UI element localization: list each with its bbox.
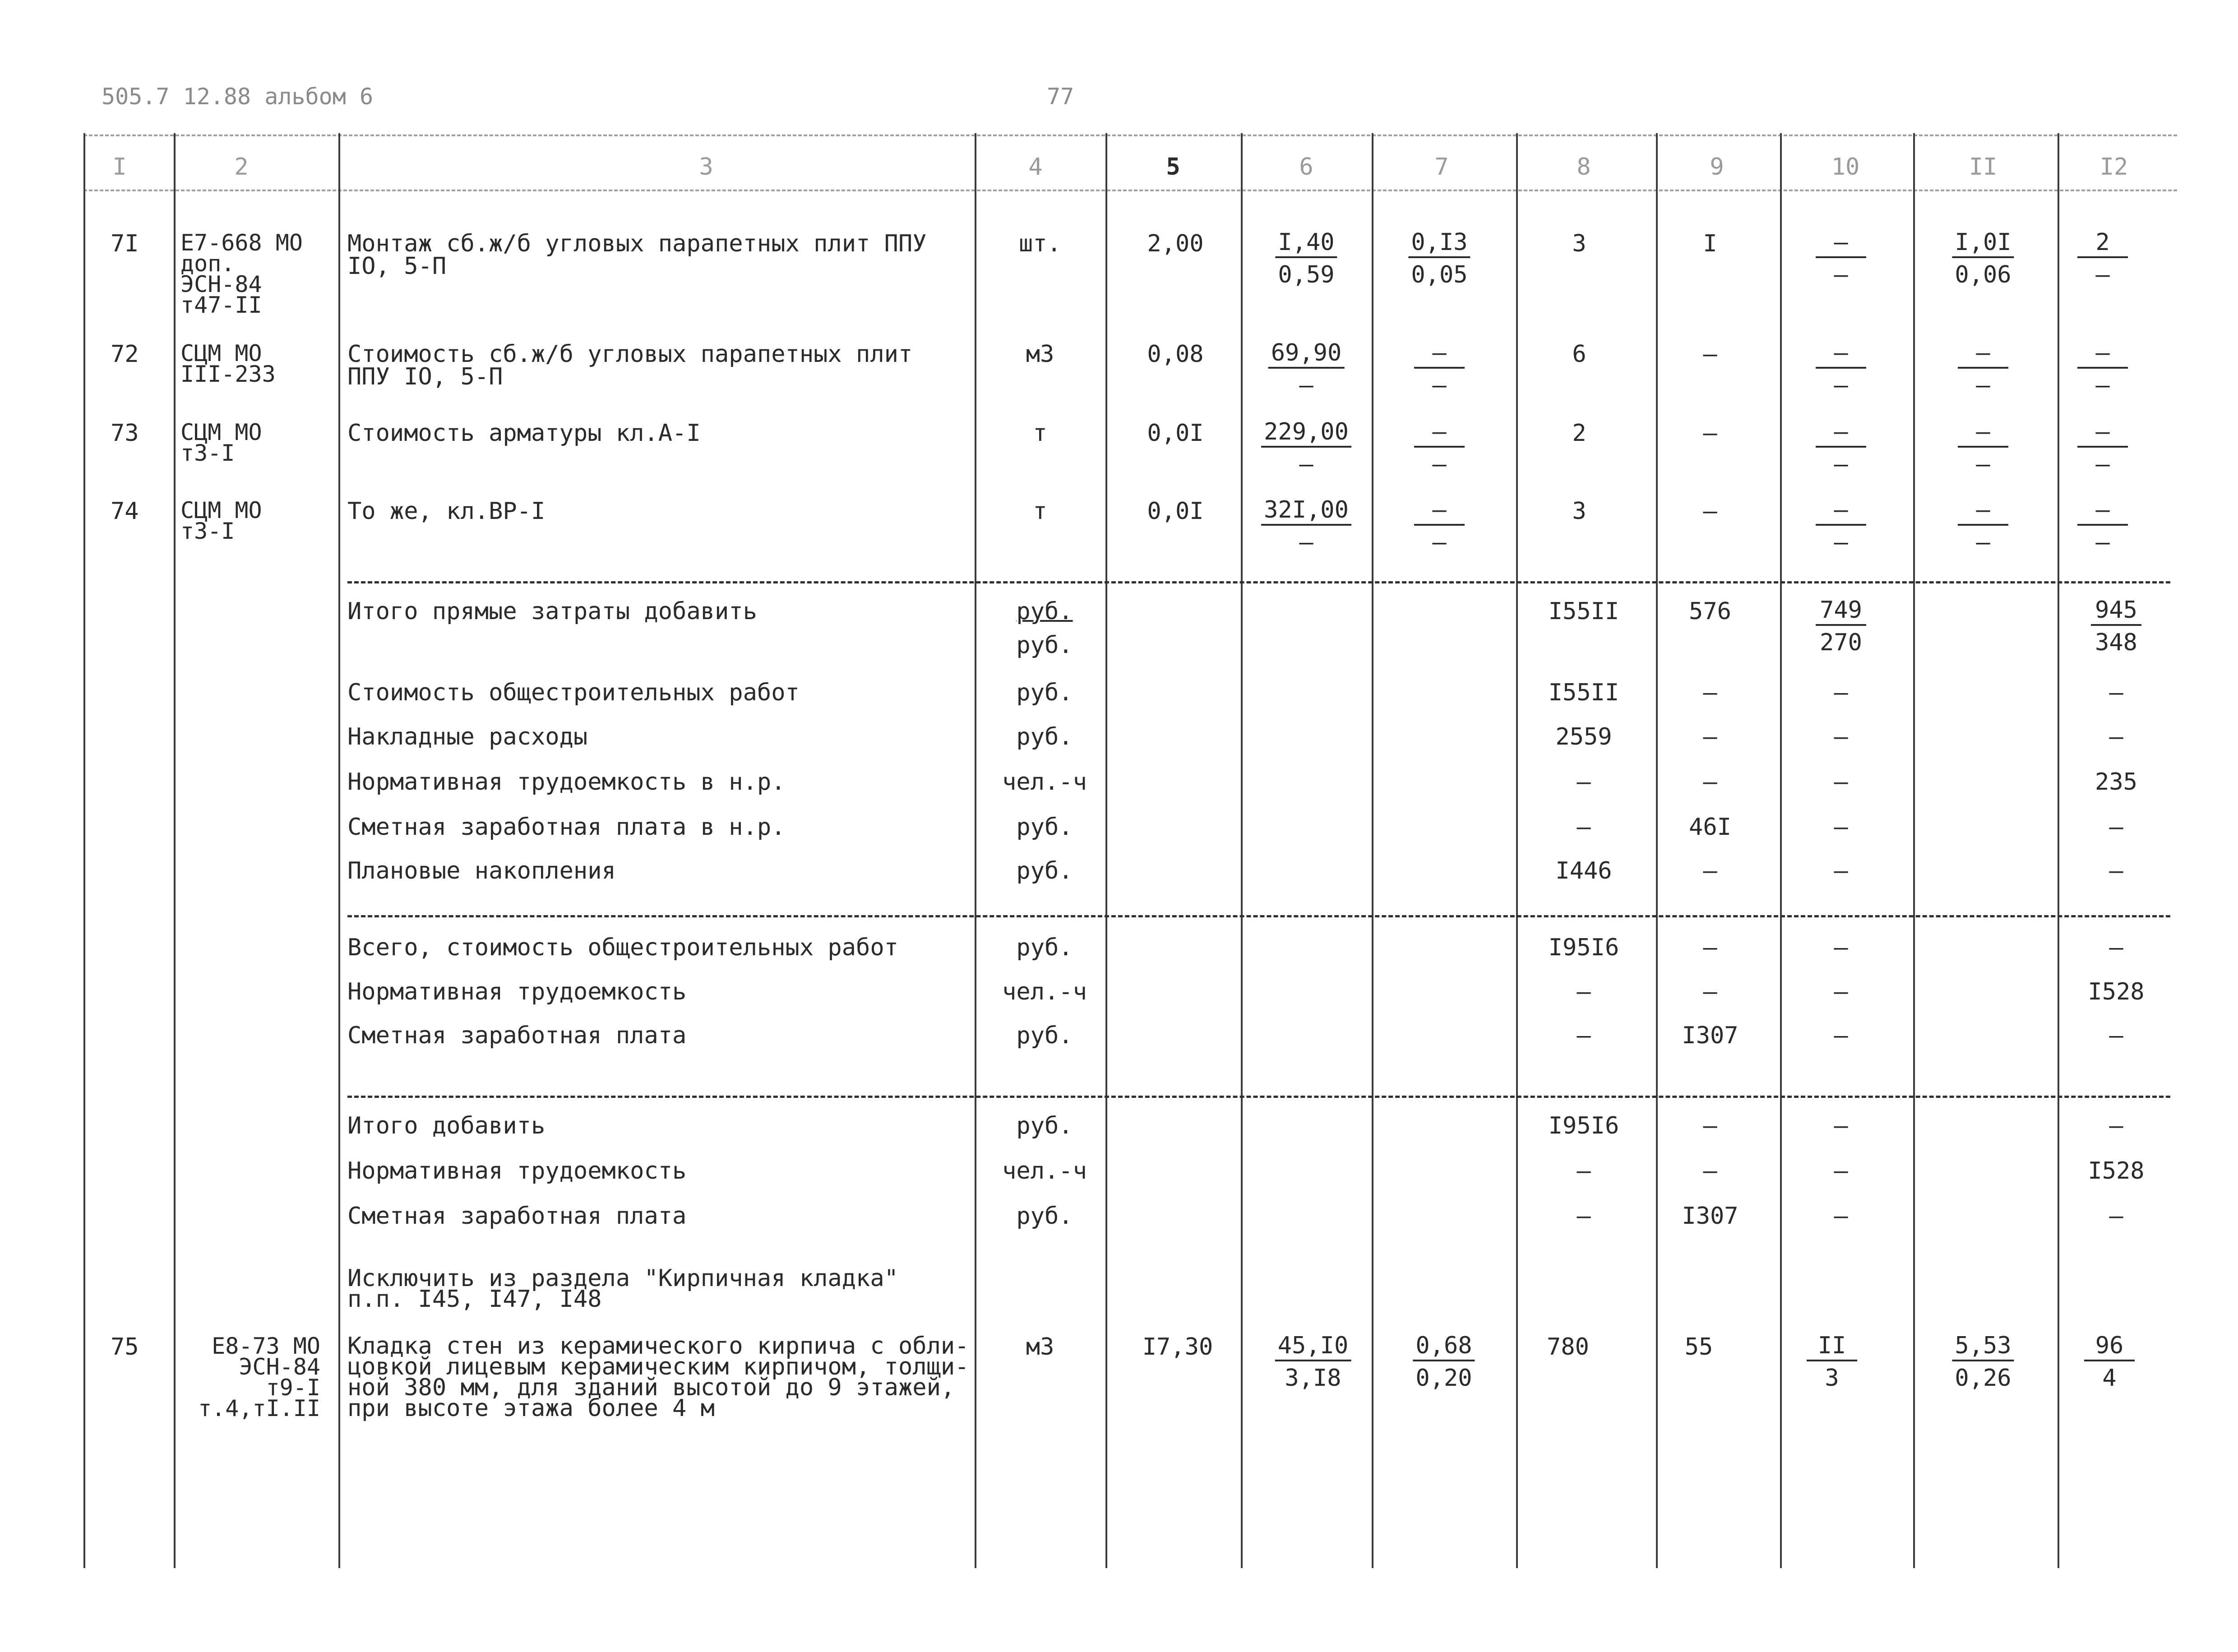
col9-value: 55 xyxy=(1684,1333,1713,1360)
quantity: 2,00 xyxy=(1147,230,1204,257)
col7-value: – – xyxy=(1414,419,1465,477)
page-number: 77 xyxy=(1047,83,1074,110)
col-header-10: 10 xyxy=(1831,153,1860,180)
unit: руб. xyxy=(1016,814,1073,841)
unit: руб. xyxy=(1016,857,1073,884)
col12-value: – xyxy=(2109,814,2123,841)
col9-value: I307 xyxy=(1682,1022,1739,1049)
summary-label: Нормативная трудоемкость в н.р. xyxy=(347,768,786,796)
col-sep-8 xyxy=(1516,133,1518,1568)
norm-code: Е7-668 МО доп. ЭСН-84 т47-II xyxy=(180,230,303,318)
quantity: 0,0I xyxy=(1147,498,1204,525)
col9-value: 576 xyxy=(1689,598,1731,625)
col-header-7: 7 xyxy=(1434,153,1449,180)
col8-value: 2559 xyxy=(1555,723,1612,750)
summary-label: Всего, стоимость общестроительных работ xyxy=(347,934,898,961)
col12-value: I528 xyxy=(2088,1157,2145,1185)
col10-value: – – xyxy=(1816,419,1866,477)
col-header-9: 9 xyxy=(1710,153,1724,180)
unit: руб. xyxy=(1016,1022,1073,1049)
quantity: 0,08 xyxy=(1147,341,1204,368)
col12-value: – xyxy=(2109,1022,2123,1049)
col12-value: – – xyxy=(2077,419,2128,477)
work-description: Монтаж сб.ж/б угловых парапетных плит ППУ IO, 5-П xyxy=(347,230,927,280)
col10-value: – xyxy=(1834,857,1848,884)
col9-value: – xyxy=(1703,768,1717,796)
col11-value: – – xyxy=(1958,419,2008,477)
col10-value: $\frac{II}{3}$ xyxy=(1807,1333,1857,1391)
col-sep-10 xyxy=(1780,133,1782,1568)
col-header-8: 8 xyxy=(1577,153,1591,180)
norm-code: СЦМ МО т3-I xyxy=(180,419,262,466)
col8-value: 3 xyxy=(1572,230,1586,257)
col9-value: I xyxy=(1703,230,1717,257)
col11-value: $\frac{5,53}{0,26}$ xyxy=(1952,1333,2014,1391)
col-header-12: I2 xyxy=(2099,153,2128,180)
col10-value: – xyxy=(1834,1022,1848,1049)
norm-code: СЦМ МО III-233 xyxy=(180,340,276,387)
quantity: I7,30 xyxy=(1142,1333,1213,1360)
col8-value: I95I6 xyxy=(1548,1112,1619,1139)
col8-value: 780 xyxy=(1547,1333,1589,1360)
summary-label: Накладные расходы xyxy=(347,723,588,750)
col12-value: 2 – xyxy=(2077,229,2128,288)
col6-value: 32I,00 – xyxy=(1261,497,1351,555)
col-sep-3 xyxy=(338,133,340,1568)
norm-code: СЦМ МО т3-I xyxy=(180,497,262,544)
divider-2 xyxy=(347,915,2170,917)
col11-value: $\frac{I,0I}{0,06}$ xyxy=(1952,229,2014,288)
col6-value: $\frac{45,I0}{3,I8}$ xyxy=(1275,1333,1351,1391)
norm-code: Е8-73 МО ЭСН-84 т9-I т.4,тI.II xyxy=(198,1333,320,1421)
divider-3 xyxy=(347,1096,2170,1098)
col8-value: I95I6 xyxy=(1548,934,1619,961)
col-sep-5 xyxy=(1105,133,1107,1568)
col9-value: – xyxy=(1703,723,1717,750)
unit: руб. xyxy=(1016,723,1073,750)
summary-label: Сметная заработная плата xyxy=(347,1203,687,1230)
col-sep-4 xyxy=(975,133,976,1568)
unit: т xyxy=(1033,420,1047,447)
summary-label: Итого добавить xyxy=(347,1112,546,1139)
col12-value: I528 xyxy=(2088,978,2145,1005)
col-header-2: 2 xyxy=(234,153,249,180)
row-number: 73 xyxy=(111,420,139,447)
col7-value: $\frac{0,68}{0,20}$ xyxy=(1413,1333,1475,1391)
summary-label: Плановые накопления xyxy=(347,857,616,884)
col8-value: – xyxy=(1577,1157,1591,1185)
col10-value: – xyxy=(1834,814,1848,841)
unit: чел.-ч xyxy=(1002,1157,1087,1185)
unit: т xyxy=(1033,498,1047,525)
unit: м3 xyxy=(1026,1333,1054,1360)
col9-value: – xyxy=(1703,1112,1717,1139)
col-sep-12 xyxy=(2058,133,2059,1568)
unit: руб. xyxy=(1016,632,1073,659)
col6-value: $\frac{I,40}{0,59}$ xyxy=(1275,229,1337,288)
col10-value: – xyxy=(1834,1112,1848,1139)
summary-label: Нормативная трудоемкость xyxy=(347,978,687,1005)
col12-value: – xyxy=(2109,857,2123,884)
col12-value: – – xyxy=(2077,497,2128,555)
summary-label: Стоимость общестроительных работ xyxy=(347,679,800,706)
document-reference: 505.7 12.88 альбом 6 xyxy=(102,83,374,110)
unit: руб. xyxy=(1016,1203,1073,1230)
col7-value: – – xyxy=(1414,340,1465,398)
col-sep-2 xyxy=(174,133,176,1568)
col10-value: – xyxy=(1834,679,1848,706)
col9-value: – xyxy=(1703,498,1717,525)
unit: руб. xyxy=(1016,934,1073,961)
col10-value: – xyxy=(1834,1203,1848,1230)
col6-value: 69,90 – xyxy=(1268,340,1345,398)
col12-value: – xyxy=(2109,1112,2123,1139)
unit: чел.-ч xyxy=(1002,768,1087,796)
col-header-3: 3 xyxy=(699,153,713,180)
top-border xyxy=(83,134,2177,136)
unit: чел.-ч xyxy=(1002,978,1087,1005)
col12-value: – xyxy=(2109,934,2123,961)
col10-value: – xyxy=(1834,768,1848,796)
col9-value: – xyxy=(1703,420,1717,447)
col11-value: – – xyxy=(1958,497,2008,555)
unit: руб. xyxy=(1016,1112,1073,1139)
col9-value: – xyxy=(1703,934,1717,961)
unit: руб. xyxy=(1016,679,1073,706)
row-number: 72 xyxy=(111,341,139,368)
col8-value: – xyxy=(1577,978,1591,1005)
col-header-11: II xyxy=(1969,153,1998,180)
work-description: То же, кл.ВР-I xyxy=(347,498,546,525)
col10-value: – xyxy=(1834,978,1848,1005)
col8-value: I55II xyxy=(1548,598,1619,625)
col7-value: $\frac{0,I3}{0,05}$ xyxy=(1408,229,1470,288)
col10-value: – xyxy=(1834,934,1848,961)
col-sep-1 xyxy=(83,133,85,1568)
col8-value: I55II xyxy=(1548,679,1619,706)
unit: м3 xyxy=(1026,341,1054,368)
col8-value: I446 xyxy=(1555,857,1612,884)
col-header-1: I xyxy=(112,153,127,180)
col9-value: – xyxy=(1703,857,1717,884)
exclusion-note: Исключить из раздела "Кирпичная кладка" п.п. I45, I47, I48 xyxy=(347,1265,898,1313)
work-description: Стоимость арматуры кл.А-I xyxy=(347,420,701,447)
col10-value: – – xyxy=(1816,340,1866,398)
col9-value: – xyxy=(1703,341,1717,368)
row-number: 74 xyxy=(111,498,139,525)
col12-value: – – xyxy=(2077,340,2128,398)
header-bottom-border xyxy=(83,190,2177,191)
row-number: 75 xyxy=(111,1333,139,1360)
col-sep-7 xyxy=(1372,133,1373,1568)
col-header-4: 4 xyxy=(1028,153,1043,180)
col12-value: $\frac{945}{348}$ xyxy=(2091,597,2141,656)
work-description: Кладка стен из керамического кирпича с обли- цовкой лицевым керамическим кирпичом, толщи- ной 380 мм, для зданий высотой до 9 этажей, при высоте этажа более 4 м xyxy=(347,1333,969,1422)
row-number: 7I xyxy=(111,230,139,257)
divider-1 xyxy=(347,581,2170,583)
col12-value: 235 xyxy=(2095,768,2137,796)
col8-value: 6 xyxy=(1572,341,1586,368)
col-header-6: 6 xyxy=(1299,153,1313,180)
col12-value: – xyxy=(2109,679,2123,706)
quantity: 0,0I xyxy=(1147,420,1204,447)
col9-value: – xyxy=(1703,978,1717,1005)
col-sep-11 xyxy=(1913,133,1915,1568)
col-sep-9 xyxy=(1656,133,1658,1568)
unit: шт. xyxy=(1019,230,1061,257)
col12-value: – xyxy=(2109,723,2123,750)
col9-value: I307 xyxy=(1682,1203,1739,1230)
col10-value: – – xyxy=(1816,497,1866,555)
col9-value: – xyxy=(1703,679,1717,706)
col8-value: – xyxy=(1577,814,1591,841)
col10-value: – – xyxy=(1816,229,1866,288)
col8-value: – xyxy=(1577,1203,1591,1230)
col9-value: – xyxy=(1703,1157,1717,1185)
unit: руб. xyxy=(1016,598,1073,625)
col8-value: 3 xyxy=(1572,498,1586,525)
col7-value: – – xyxy=(1414,497,1465,555)
col12-value: – xyxy=(2109,1203,2123,1230)
work-description: Стоимость сб.ж/б угловых парапетных плит ППУ IO, 5-П xyxy=(347,341,913,390)
col-header-5: 5 xyxy=(1166,153,1180,180)
col8-value: – xyxy=(1577,1022,1591,1049)
summary-label: Сметная заработная плата xyxy=(347,1022,687,1049)
col10-value: $\frac{749}{270}$ xyxy=(1816,597,1866,656)
col8-value: 2 xyxy=(1572,420,1586,447)
col6-value: 229,00 – xyxy=(1261,419,1351,477)
summary-label: Итого прямые затраты добавить xyxy=(347,598,757,625)
col9-value: 46I xyxy=(1689,814,1731,841)
summary-label: Сметная заработная плата в н.р. xyxy=(347,814,786,841)
col8-value: – xyxy=(1577,768,1591,796)
summary-label: Нормативная трудоемкость xyxy=(347,1157,687,1185)
col-sep-6 xyxy=(1241,133,1243,1568)
col10-value: – xyxy=(1834,1157,1848,1185)
col11-value: – – xyxy=(1958,340,2008,398)
col10-value: – xyxy=(1834,723,1848,750)
col12-value: $\frac{96}{4}$ xyxy=(2084,1333,2135,1391)
